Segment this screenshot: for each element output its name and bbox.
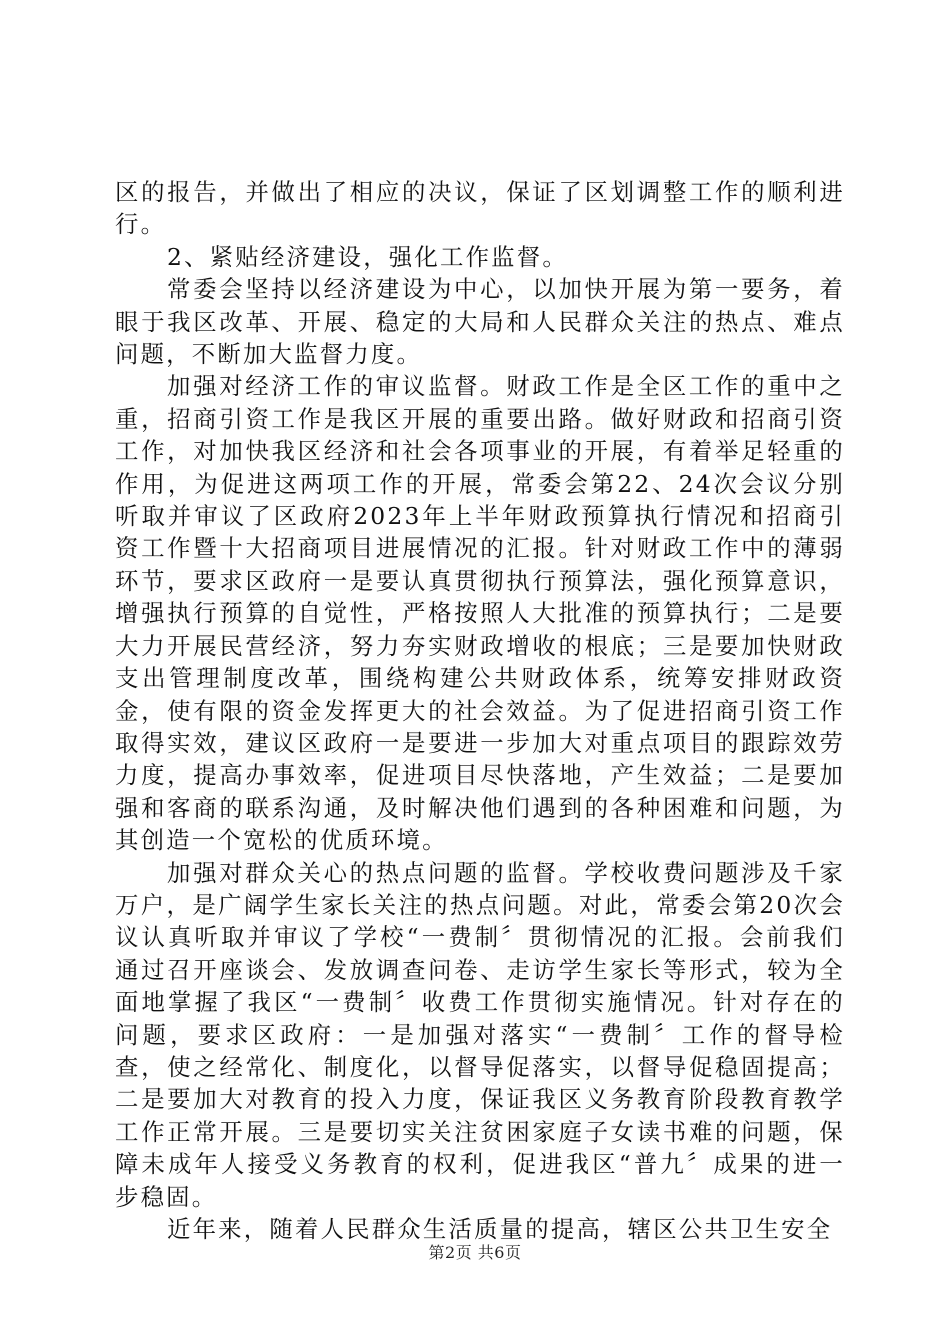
paragraph-6: 近年来，随着人民群众生活质量的提高，辖区公共卫生安全 [167, 1215, 833, 1243]
paragraph-3: 常委会坚持以经济建设为中心，以加快开展为第一要务，着眼于我区改革、开展、稳定的大局和人民群众关注的热点、难点问题，不断加大监督力度。 [115, 275, 845, 369]
document-body [115, 176, 845, 1245]
page-number-footer: 第2页 共6页 [428, 1243, 522, 1262]
paragraph-5: 加强对群众关心的热点问题的监督。学校收费问题涉及千家万户，是广阔学生家长关注的热点问题。对此，常委会第20次会议认真听取并审议了学校“一费制〞贯彻情况的汇报。会前我们通过召开座谈会、发放调查问卷、走访学生家长等形式，较为全面地掌握了我区“一费制〞收费工作贯彻实施情况。针对存在的问题，要求区政府：一是加强对落实“一费制〞工作的督导检查，使之经常化、制度化，以督导促落实，以督导促稳固提高；二是要加大对教育的投入力度，保证我区义务教育阶段教育教学工作正常开展。三是要切实关注贫困家庭子女读书难的问题，保障未成年人接受义务教育的权利，促进我区“普九〞成果的进一步稳固。 [115, 858, 845, 1211]
paragraph-2-heading: 2、紧贴经济建设，强化工作监督。 [167, 242, 568, 271]
paragraph-1: 区的报告，并做出了相应的决议，保证了区划调整工作的顺利进行。 [115, 178, 845, 239]
paragraph-4: 加强对经济工作的审议监督。财政工作是全区工作的重中之重，招商引资工作是我区开展的重要出路。做好财政和招商引资工作，对加快我区经济和社会各项事业的开展，有着举足轻重的作用，为促进这两项工作的开展，常委会第22、24次会议分别听取并审议了区政府2023年上半年财政预算执行情况和招商引资工作暨十大招商项目进展情况的汇报。针对财政工作中的薄弱环节，要求区政府一是要认真贯彻执行预算法，强化预算意识，增强执行预算的自觉性，严格按照人大批准的预算执行；二是要大力开展民营经济，努力夯实财政增收的根底；三是要加快财政支出管理制度改革，围绕构建公共财政体系，统筹安排财政资金，使有限的资金发挥更大的社会效益。为了促进招商引资工作取得实效，建议区政府一是要进一步加大对重点项目的跟踪效劳力度，提高办事效率，促进项目尽快落地，产生效益；二是要加强和客商的联系沟通，及时解决他们遇到的各种困难和问题，为其创造一个宽松的优质环境。 [115, 372, 845, 855]
